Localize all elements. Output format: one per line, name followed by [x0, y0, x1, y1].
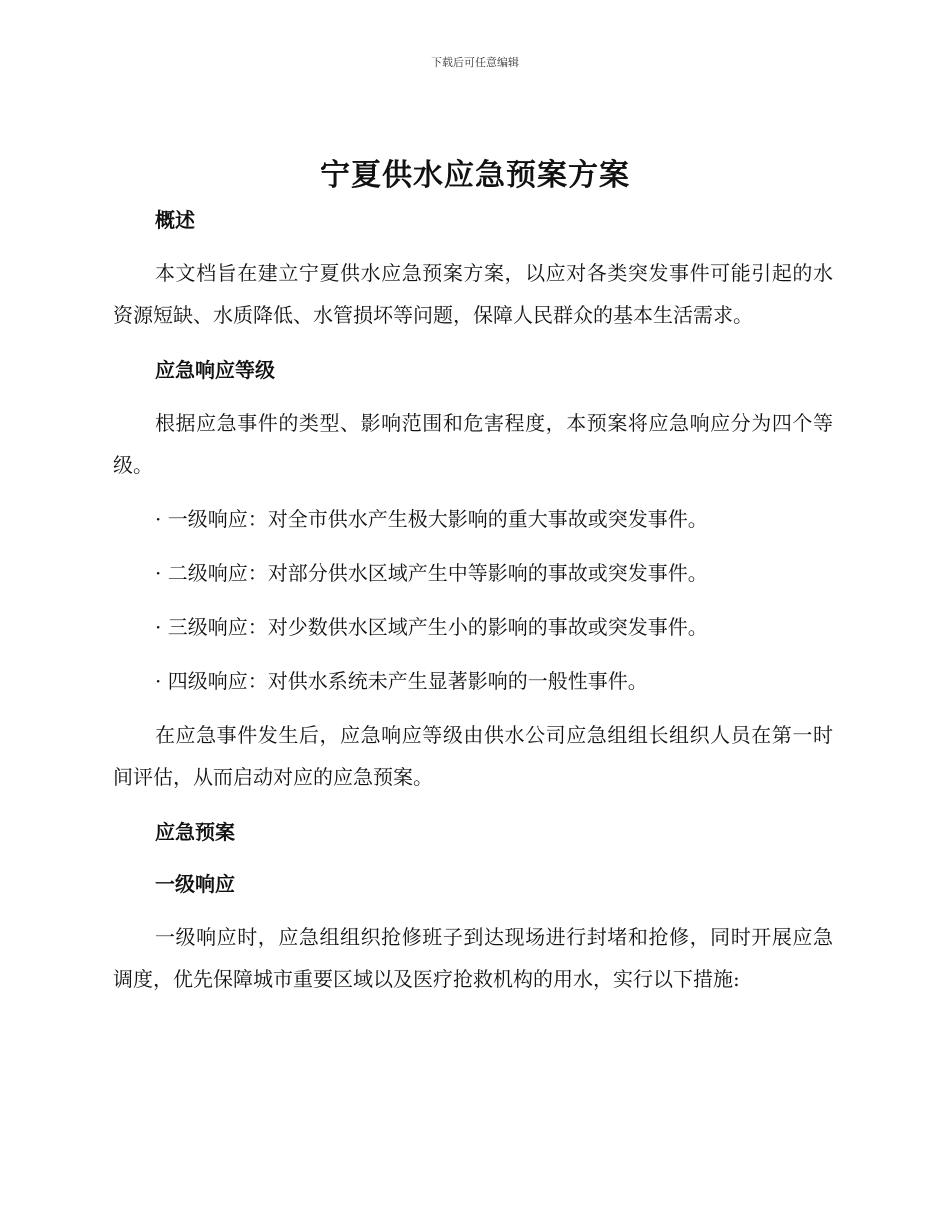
page-title: 宁夏供水应急预案方案	[320, 158, 630, 193]
paragraph-level1: 一级响应时，应急组组织抢修班子到达现场进行封堵和抢修，同时开展应急调度，优先保障城市重要区域以及医疗抢救机构的用水，实行以下措施:	[113, 925, 833, 991]
section-heading-plan: 应急预案	[155, 820, 235, 844]
list-item-level-2: · 二级响应：对部分供水区域产生中等影响的事故或突发事件。	[155, 561, 708, 585]
paragraph-levels-after: 在应急事件发生后，应急响应等级由供水公司应急组组长组织人员在第一时间评估，从而启动对应的应急预案。	[113, 723, 833, 789]
section-heading-levels: 应急响应等级	[155, 358, 275, 382]
header-note: 下载后可任意编辑	[431, 56, 519, 69]
paragraph-overview: 本文档旨在建立宁夏供水应急预案方案，以应对各类突发事件可能引起的水资源短缺、水质降低、水管损坏等问题，保障人民群众的基本生活需求。	[113, 261, 833, 327]
section-heading-level1: 一级响应	[155, 872, 235, 896]
list-item-level-4: · 四级响应：对供水系统未产生显著影响的一般性事件。	[155, 669, 648, 693]
document-body	[113, 200, 833, 1000]
paragraph-levels-intro: 根据应急事件的类型、影响范围和危害程度，本预案将应急响应分为四个等级。	[113, 411, 833, 477]
list-item-level-1: · 一级响应：对全市供水产生极大影响的重大事故或突发事件。	[155, 507, 708, 531]
section-heading-overview: 概述	[155, 208, 195, 232]
list-item-level-3: · 三级响应：对少数供水区域产生小的影响的事故或突发事件。	[155, 615, 708, 639]
